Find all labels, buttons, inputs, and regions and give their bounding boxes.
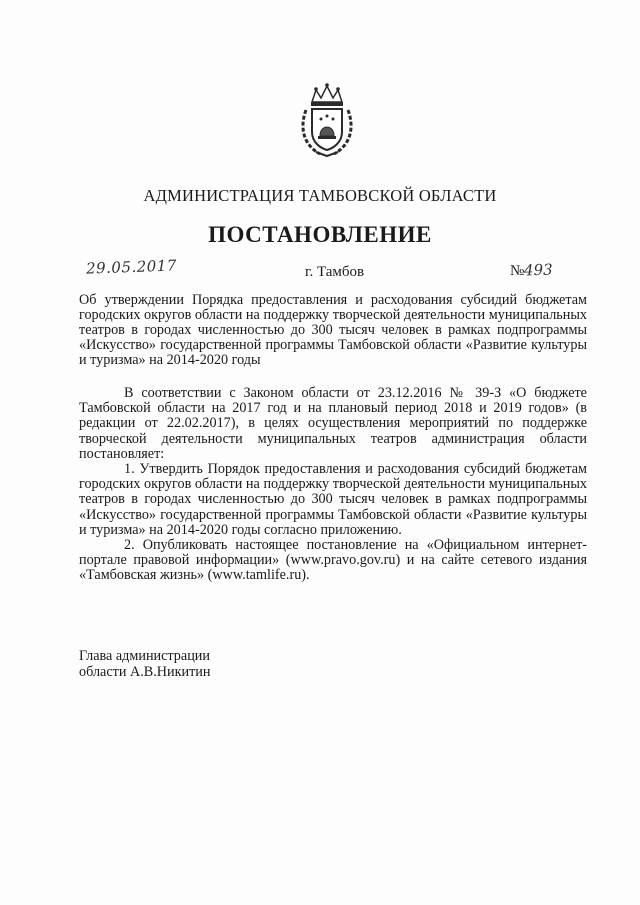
preamble-paragraph: В соответствии с Законом области от 23.12.2016 № 39-З «О бюджете Тамбовской области на 2017 год и на плановый период 2018 и 2019 годов» (в редакции от 22.02.2017), в целях осуществления мероприятий по поддержке творческой деятельности муниципальных театров администрация области постановляет: [79, 385, 587, 462]
document-date: 29.05.2017 [85, 256, 178, 278]
signature-title: Глава администрации [79, 648, 210, 664]
number-label: № [510, 263, 525, 279]
document-city: г. Тамбов [305, 264, 365, 280]
document-subject: Об утверждении Порядка предоставления и расходования субсидий бюджетам городских округов области на поддержку творческой деятельности муниципальных театров в городах численностью до 300 тысяч человек в рамках подпрограммы «Искусство» государственной программы Тамбовской области «Развитие культуры и туризма» на 2014-2020 годы [79, 292, 587, 368]
document-type-title: ПОСТАНОВЛЕНИЕ [208, 222, 432, 247]
number-value: 493 [524, 260, 554, 280]
document-body [79, 386, 587, 584]
item-paragraph-2: 2. Опубликовать настоящее постановление на «Официальном интернет-портале правовой информации» (www.pravo.gov.ru) и на сайте сетевого издания «Тамбовская жизнь» (www.tamlife.ru). [79, 537, 587, 584]
document-number [510, 261, 553, 280]
organization-name: АДМИНИСТРАЦИЯ ТАМБОВСКОЙ ОБЛАСТИ [143, 186, 497, 205]
item-paragraph-1: 1. Утвердить Порядок предоставления и расходования субсидий бюджетам городских округов области на поддержку творческой деятельности муниципальных театров в городах численностью до 300 тысяч человек в рамках подпрограммы «Искусство» государственной программы Тамбовской области «Развитие культуры и туризма» на 2014-2020 годы согласно приложению. [79, 461, 587, 538]
signature-name: области А.В.Никитин [79, 664, 211, 680]
tambov-region-coat-of-arms-icon [298, 82, 356, 158]
signature-block [79, 648, 210, 680]
